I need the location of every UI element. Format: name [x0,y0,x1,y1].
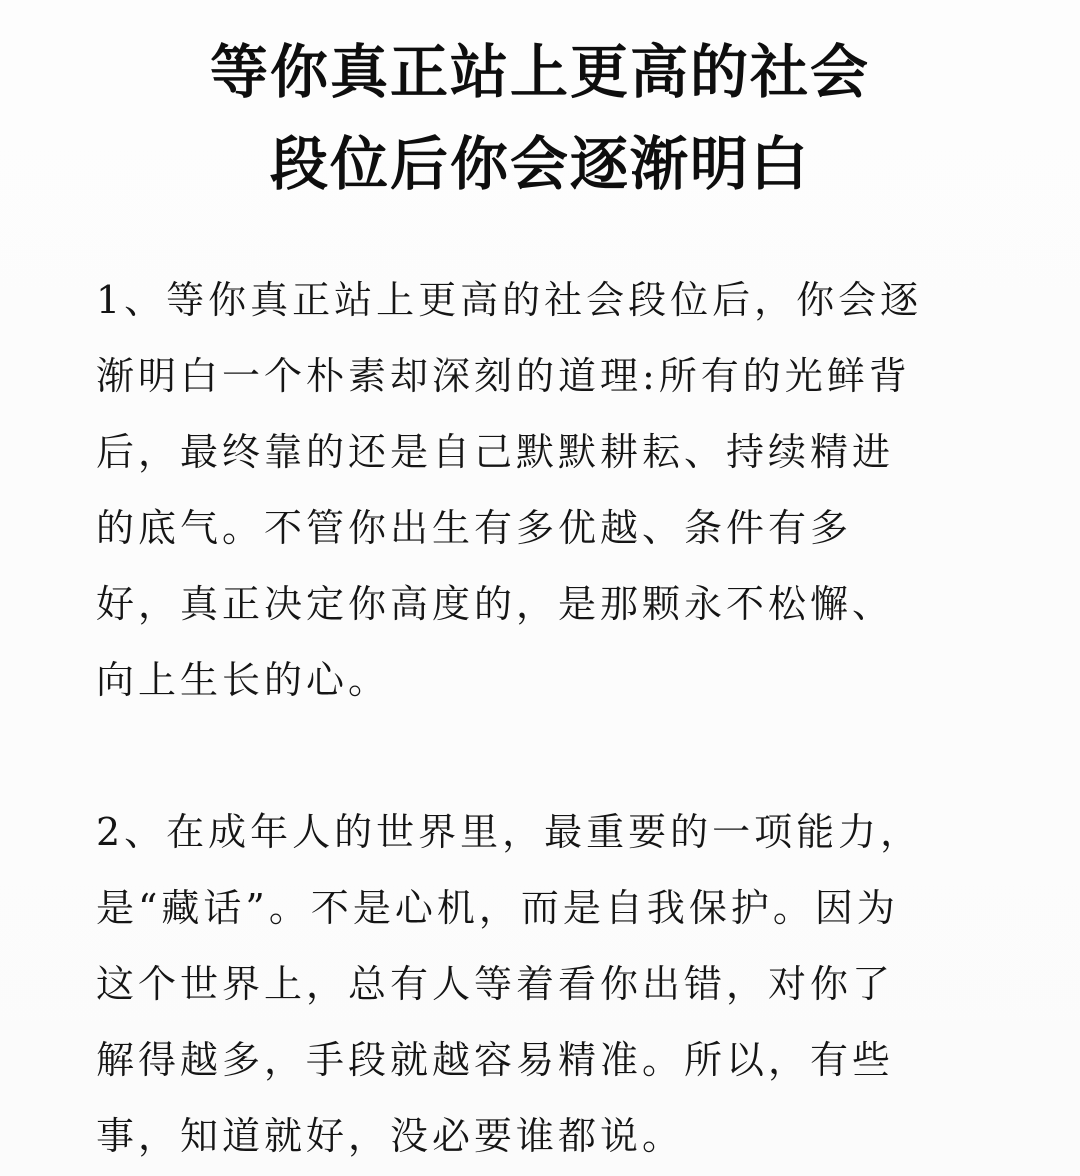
article-body [96,262,986,1174]
paragraph-1-line-4: 的底气。不管你出生有多优越、条件有多 [96,506,853,550]
paragraph-1-line-5: 好，真正决定你高度的，是那颗永不松懈、 [96,582,895,626]
paragraph-2-line-1: 2、在成年人的世界里，最重要的一项能力， [96,810,923,854]
title-line-1: 等你真正站上更高的社会 [209,38,870,106]
paragraph-2-line-4: 解得越多，手段就越容易精准。所以，有些 [96,1038,895,1082]
paragraph-2 [96,794,986,1174]
page-title [0,26,1080,210]
paragraph-1 [96,262,986,718]
paragraph-2-line-2: 是“藏话”。不是心机，而是自我保护。因为 [96,886,899,930]
paragraph-1-line-6: 向上生长的心。 [96,658,391,702]
paragraph-2-line-5: 事，知道就好，没必要谁都说。 [96,1114,685,1158]
paragraph-1-line-1: 1、等你真正站上更高的社会段位后，你会逐 [96,278,923,322]
title-line-2: 段位后你会逐渐明白 [269,130,810,198]
paragraph-1-line-3: 后，最终靠的还是自己默默耕耘、持续精进 [96,430,895,474]
paragraph-2-line-3: 这个世界上，总有人等着看你出错，对你了 [96,962,895,1006]
paragraph-1-line-2: 渐明白一个朴素却深刻的道理:所有的光鲜背 [96,354,911,398]
